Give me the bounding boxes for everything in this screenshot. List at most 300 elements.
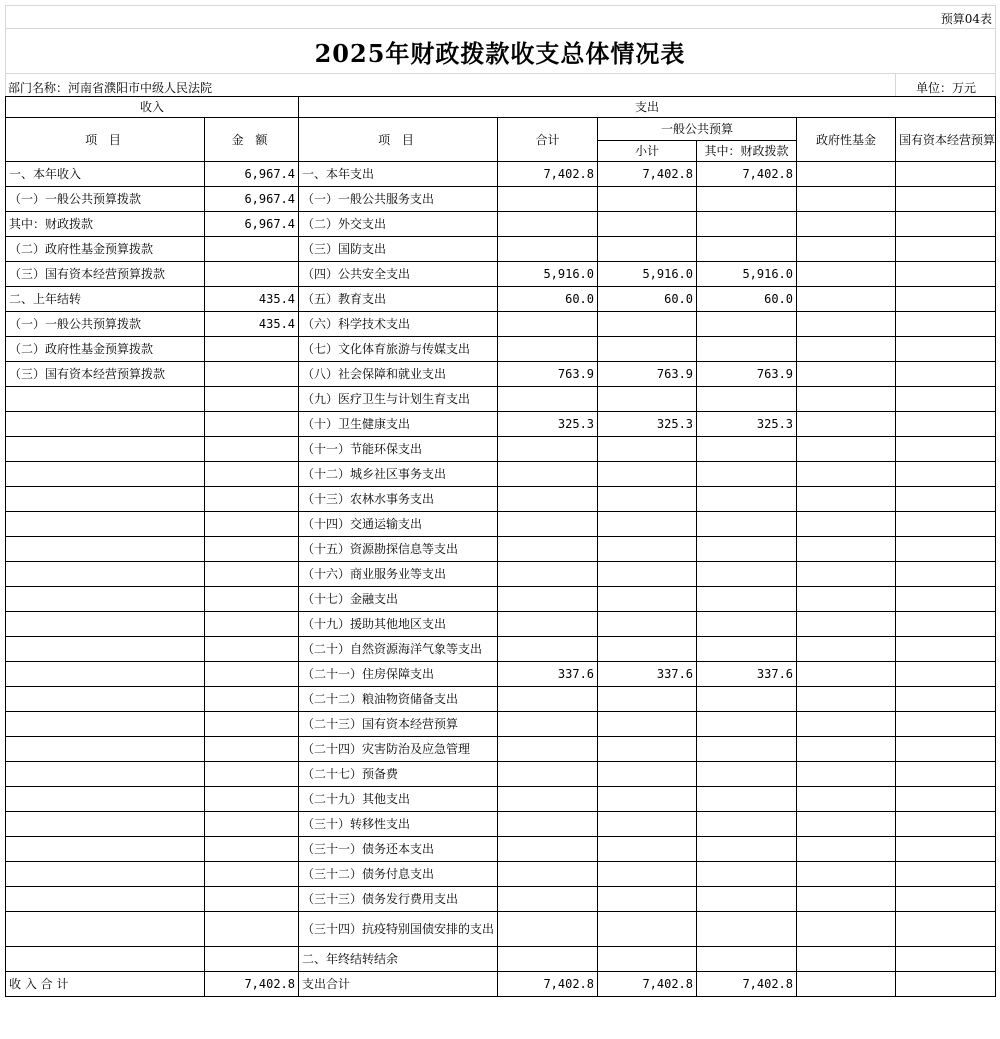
cell-out: （三十二）债务付息支出 (299, 862, 498, 887)
cell-in (6, 587, 205, 612)
cell-amt (205, 712, 299, 737)
cell-gov (797, 737, 896, 762)
cell-out: 一、本年支出 (299, 162, 498, 187)
cell-gov (797, 587, 896, 612)
cell-amt (205, 562, 299, 587)
cell-total (498, 712, 598, 737)
cell-gov (797, 912, 896, 947)
cell-total (498, 887, 598, 912)
cell-gov (797, 887, 896, 912)
cell-fis (697, 537, 797, 562)
table-row (6, 512, 996, 537)
cell-gov (797, 187, 896, 212)
cell-gov (797, 262, 896, 287)
cell-total (498, 947, 598, 972)
cell-soe (896, 337, 996, 362)
cell-fis (697, 862, 797, 887)
cell-soe (896, 212, 996, 237)
cell-amt (205, 462, 299, 487)
cell-gov (797, 637, 896, 662)
cell-gov (797, 337, 896, 362)
cell-fis (697, 762, 797, 787)
total-cell-sub: 7,402.8 (598, 972, 697, 997)
cell-soe (896, 187, 996, 212)
cell-sub: 325.3 (598, 412, 697, 437)
cell-amt (205, 687, 299, 712)
cell-out: （五）教育支出 (299, 287, 498, 312)
cell-gov (797, 837, 896, 862)
cell-fis (697, 562, 797, 587)
cell-sub (598, 787, 697, 812)
cell-soe (896, 947, 996, 972)
cell-total (498, 187, 598, 212)
cell-amt (205, 947, 299, 972)
cell-in (6, 812, 205, 837)
cell-amt (205, 737, 299, 762)
cell-total: 325.3 (498, 412, 598, 437)
cell-fis (697, 947, 797, 972)
expense-item-header: 项 目 (299, 118, 498, 162)
cell-out: （十五）资源勘探信息等支出 (299, 537, 498, 562)
cell-out: （二）外交支出 (299, 212, 498, 237)
cell-amt (205, 387, 299, 412)
cell-amt (205, 237, 299, 262)
total-cell-gov (797, 972, 896, 997)
table-row (6, 362, 996, 387)
table-row (6, 887, 996, 912)
general-budget-header: 一般公共预算 (598, 118, 797, 141)
cell-amt (205, 487, 299, 512)
state-owned-header: 国有资本经营预算 (896, 118, 996, 162)
cell-sub (598, 312, 697, 337)
cell-gov (797, 462, 896, 487)
cell-fis (697, 512, 797, 537)
cell-soe (896, 537, 996, 562)
cell-gov (797, 437, 896, 462)
cell-amt (205, 512, 299, 537)
cell-amt: 435.4 (205, 312, 299, 337)
cell-soe (896, 812, 996, 837)
department-name: 部门名称：河南省濮阳市中级人民法院 (8, 81, 213, 95)
cell-gov (797, 787, 896, 812)
table-row (6, 212, 996, 237)
cell-total (498, 537, 598, 562)
cell-fis (697, 712, 797, 737)
cell-soe (896, 262, 996, 287)
total-cell-out: 支出合计 (299, 972, 498, 997)
cell-sub (598, 562, 697, 587)
cell-out: （七）文化体育旅游与传媒支出 (299, 337, 498, 362)
cell-soe (896, 662, 996, 687)
cell-sub (598, 612, 697, 637)
cell-in (6, 612, 205, 637)
table-row (6, 487, 996, 512)
cell-amt (205, 587, 299, 612)
cell-amt (205, 887, 299, 912)
cell-soe (896, 862, 996, 887)
cell-sub (598, 687, 697, 712)
cell-sub (598, 437, 697, 462)
table-row (6, 412, 996, 437)
cell-total (498, 687, 598, 712)
cell-soe (896, 237, 996, 262)
cell-total: 337.6 (498, 662, 598, 687)
cell-fis (697, 387, 797, 412)
cell-in (6, 712, 205, 737)
cell-soe (896, 837, 996, 862)
cell-out: （十一）节能环保支出 (299, 437, 498, 462)
cell-in (6, 837, 205, 862)
total-cell-amt: 7,402.8 (205, 972, 299, 997)
fiscal-header: 其中：财政拨款 (697, 141, 797, 162)
cell-amt (205, 262, 299, 287)
cell-gov (797, 612, 896, 637)
cell-sub (598, 862, 697, 887)
total-cell-soe (896, 972, 996, 997)
cell-sub (598, 487, 697, 512)
cell-sub (598, 212, 697, 237)
cell-fis (697, 187, 797, 212)
cell-out: （三十一）债务还本支出 (299, 837, 498, 862)
cell-total (498, 562, 598, 587)
table-row (6, 262, 996, 287)
cell-fis (697, 212, 797, 237)
cell-fis (697, 437, 797, 462)
table-row (6, 312, 996, 337)
cell-amt (205, 412, 299, 437)
cell-soe (896, 712, 996, 737)
total-cell-in: 收 入 合 计 (6, 972, 205, 997)
cell-gov (797, 387, 896, 412)
cell-amt (205, 337, 299, 362)
cell-fis (697, 812, 797, 837)
cell-in: （三）国有资本经营预算拨款 (6, 362, 205, 387)
cell-gov (797, 412, 896, 437)
cell-fis (697, 637, 797, 662)
cell-sub (598, 537, 697, 562)
cell-gov (797, 762, 896, 787)
cell-out: （八）社会保障和就业支出 (299, 362, 498, 387)
cell-sub: 7,402.8 (598, 162, 697, 187)
income-amount-header: 金 额 (205, 118, 299, 162)
cell-amt (205, 662, 299, 687)
cell-fis (697, 912, 797, 947)
cell-fis (697, 312, 797, 337)
cell-fis (697, 612, 797, 637)
cell-sub: 60.0 (598, 287, 697, 312)
cell-soe (896, 587, 996, 612)
cell-in (6, 787, 205, 812)
cell-sub (598, 812, 697, 837)
subtotal-header: 小计 (598, 141, 697, 162)
table-row (6, 812, 996, 837)
table-row (6, 687, 996, 712)
cell-total: 7,402.8 (498, 162, 598, 187)
cell-sub (598, 337, 697, 362)
cell-gov (797, 947, 896, 972)
cell-amt: 6,967.4 (205, 162, 299, 187)
cell-soe (896, 437, 996, 462)
total-cell-fis: 7,402.8 (697, 972, 797, 997)
cell-in: （三）国有资本经营预算拨款 (6, 262, 205, 287)
cell-in (6, 462, 205, 487)
cell-soe (896, 287, 996, 312)
cell-sub (598, 462, 697, 487)
code-border (5, 28, 995, 29)
cell-gov (797, 287, 896, 312)
cell-in (6, 947, 205, 972)
cell-soe (896, 762, 996, 787)
cell-sub (598, 587, 697, 612)
cell-sub (598, 737, 697, 762)
page-title: 2025年财政拨款收支总体情况表 (314, 39, 686, 68)
cell-out: （二十二）粮油物资储备支出 (299, 687, 498, 712)
cell-out: （一）一般公共服务支出 (299, 187, 498, 212)
cell-amt (205, 862, 299, 887)
cell-in (6, 562, 205, 587)
cell-soe (896, 787, 996, 812)
cell-soe (896, 412, 996, 437)
cell-total (498, 612, 598, 637)
cell-total (498, 812, 598, 837)
cell-total (498, 387, 598, 412)
total-cell-total: 7,402.8 (498, 972, 598, 997)
table-row (6, 762, 996, 787)
cell-sub: 337.6 (598, 662, 697, 687)
cell-out: （十三）农林水事务支出 (299, 487, 498, 512)
cell-amt (205, 612, 299, 637)
cell-fis: 337.6 (697, 662, 797, 687)
cell-out: （十九）援助其他地区支出 (299, 612, 498, 637)
cell-amt (205, 762, 299, 787)
table-row (6, 162, 996, 187)
form-code: 预算04表 (940, 12, 992, 26)
cell-out: （三十四）抗疫特别国债安排的支出 (299, 912, 498, 947)
cell-sub: 763.9 (598, 362, 697, 387)
cell-in (6, 737, 205, 762)
cell-gov (797, 212, 896, 237)
cell-amt (205, 437, 299, 462)
cell-total: 60.0 (498, 287, 598, 312)
cell-fis (697, 887, 797, 912)
cell-in (6, 487, 205, 512)
title-border (5, 73, 995, 74)
cell-fis (697, 687, 797, 712)
table-row (6, 612, 996, 637)
cell-total (498, 337, 598, 362)
cell-in: 其中：财政拨款 (6, 212, 205, 237)
cell-total (498, 912, 598, 947)
cell-soe (896, 637, 996, 662)
cell-fis (697, 787, 797, 812)
cell-gov (797, 712, 896, 737)
cell-gov (797, 362, 896, 387)
table-row (6, 237, 996, 262)
cell-total (498, 587, 598, 612)
cell-soe (896, 562, 996, 587)
cell-amt (205, 537, 299, 562)
cell-sub (598, 947, 697, 972)
cell-out: （三十）转移性支出 (299, 812, 498, 837)
cell-out: （三）国防支出 (299, 237, 498, 262)
cell-sub (598, 712, 697, 737)
cell-total (498, 862, 598, 887)
cell-total (498, 237, 598, 262)
table-row (6, 537, 996, 562)
cell-gov (797, 662, 896, 687)
cell-gov (797, 687, 896, 712)
cell-soe (896, 887, 996, 912)
table-row (6, 837, 996, 862)
table-row (6, 737, 996, 762)
cell-total (498, 637, 598, 662)
table-row (6, 637, 996, 662)
expense-header: 支出 (299, 97, 996, 118)
cell-soe (896, 612, 996, 637)
table-row (6, 787, 996, 812)
cell-out: （三十三）债务发行费用支出 (299, 887, 498, 912)
cell-gov (797, 487, 896, 512)
cell-sub (598, 762, 697, 787)
table-row (6, 912, 996, 947)
cell-in (6, 862, 205, 887)
cell-out: （四）公共安全支出 (299, 262, 498, 287)
cell-out: 二、年终结转结余 (299, 947, 498, 972)
cell-gov (797, 512, 896, 537)
cell-amt (205, 837, 299, 862)
cell-out: （十六）商业服务业等支出 (299, 562, 498, 587)
cell-gov (797, 237, 896, 262)
cell-amt (205, 912, 299, 947)
cell-sub (598, 912, 697, 947)
cell-fis: 325.3 (697, 412, 797, 437)
table-row (6, 562, 996, 587)
cell-sub (598, 512, 697, 537)
cell-in: （二）政府性基金预算拨款 (6, 337, 205, 362)
cell-fis: 7,402.8 (697, 162, 797, 187)
cell-fis: 763.9 (697, 362, 797, 387)
cell-amt: 435.4 (205, 287, 299, 312)
cell-out: （二十三）国有资本经营预算 (299, 712, 498, 737)
cell-amt (205, 787, 299, 812)
cell-soe (896, 362, 996, 387)
table-row (6, 387, 996, 412)
budget-table (5, 96, 996, 997)
cell-sub (598, 387, 697, 412)
cell-in: （一）一般公共预算拨款 (6, 187, 205, 212)
table-row (6, 947, 996, 972)
cell-gov (797, 862, 896, 887)
table-row (6, 337, 996, 362)
cell-in (6, 912, 205, 947)
cell-amt: 6,967.4 (205, 212, 299, 237)
cell-fis (697, 487, 797, 512)
gov-fund-header: 政府性基金 (797, 118, 896, 162)
table-row (6, 287, 996, 312)
cell-sub: 5,916.0 (598, 262, 697, 287)
cell-amt: 6,967.4 (205, 187, 299, 212)
cell-in (6, 412, 205, 437)
table-row (6, 187, 996, 212)
cell-gov (797, 562, 896, 587)
cell-gov (797, 537, 896, 562)
cell-sub (598, 237, 697, 262)
table-row (6, 462, 996, 487)
cell-soe (896, 462, 996, 487)
cell-soe (896, 312, 996, 337)
cell-in (6, 687, 205, 712)
cell-total (498, 762, 598, 787)
cell-soe (896, 737, 996, 762)
top-border (5, 5, 995, 6)
cell-fis (697, 587, 797, 612)
cell-out: （二十七）预备费 (299, 762, 498, 787)
cell-in (6, 637, 205, 662)
cell-soe (896, 487, 996, 512)
income-item-header: 项 目 (6, 118, 205, 162)
total-header: 合计 (498, 118, 598, 162)
cell-soe (896, 162, 996, 187)
cell-total: 5,916.0 (498, 262, 598, 287)
cell-out: （九）医疗卫生与计划生育支出 (299, 387, 498, 412)
cell-out: （二十四）灾害防治及应急管理 (299, 737, 498, 762)
cell-in (6, 662, 205, 687)
cell-in (6, 387, 205, 412)
cell-total (498, 437, 598, 462)
cell-total (498, 737, 598, 762)
cell-total (498, 487, 598, 512)
cell-amt (205, 812, 299, 837)
cell-in (6, 512, 205, 537)
cell-in: （二）政府性基金预算拨款 (6, 237, 205, 262)
table-row (6, 437, 996, 462)
cell-out: （十四）交通运输支出 (299, 512, 498, 537)
cell-in: 二、上年结转 (6, 287, 205, 312)
cell-total: 763.9 (498, 362, 598, 387)
cell-in: 一、本年收入 (6, 162, 205, 187)
cell-fis (697, 237, 797, 262)
cell-out: （十）卫生健康支出 (299, 412, 498, 437)
cell-amt (205, 362, 299, 387)
cell-sub (598, 637, 697, 662)
cell-amt (205, 637, 299, 662)
cell-soe (896, 912, 996, 947)
cell-out: （二十）自然资源海洋气象等支出 (299, 637, 498, 662)
table-row (6, 712, 996, 737)
cell-sub (598, 887, 697, 912)
cell-sub (598, 187, 697, 212)
cell-in (6, 887, 205, 912)
cell-gov (797, 812, 896, 837)
cell-out: （二十九）其他支出 (299, 787, 498, 812)
cell-total (498, 462, 598, 487)
cell-in (6, 762, 205, 787)
cell-fis (697, 737, 797, 762)
table-row (6, 662, 996, 687)
cell-sub (598, 837, 697, 862)
cell-fis (697, 462, 797, 487)
table-row (6, 587, 996, 612)
cell-in (6, 537, 205, 562)
table-row (6, 862, 996, 887)
cell-gov (797, 162, 896, 187)
unit-label: 单位：万元 (915, 81, 976, 95)
income-header: 收入 (6, 97, 299, 118)
cell-fis: 5,916.0 (697, 262, 797, 287)
cell-in (6, 437, 205, 462)
cell-fis: 60.0 (697, 287, 797, 312)
cell-soe (896, 512, 996, 537)
